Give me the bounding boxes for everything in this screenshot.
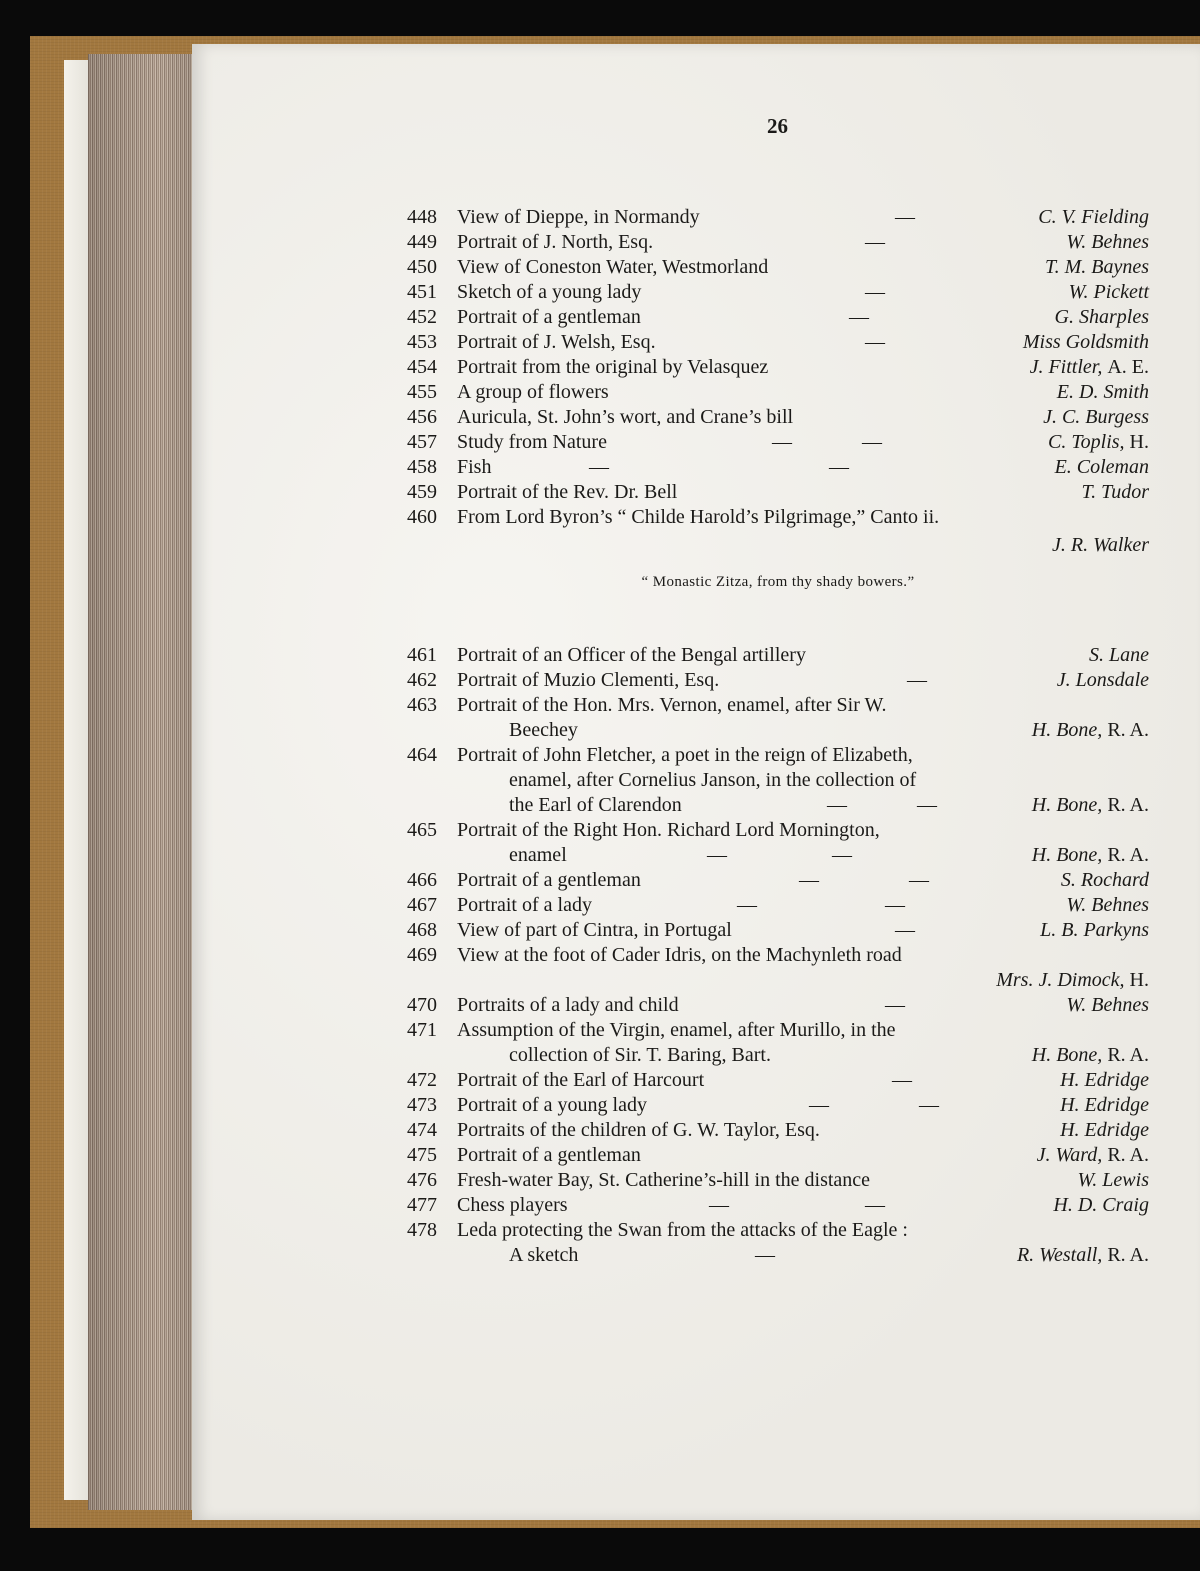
entry-title: View of Dieppe, in Normandy [457, 206, 700, 228]
catalogue-entry-continuation [407, 793, 1149, 818]
dash-separator: — [709, 1194, 729, 1216]
entry-artist [1032, 843, 1149, 868]
entry-artist [1048, 430, 1149, 455]
catalogue-entry [407, 280, 1149, 305]
catalogue-entry [407, 405, 1149, 430]
dash-separator: — [895, 919, 915, 941]
entry-number: 458 [407, 456, 437, 478]
catalogue-entry [407, 743, 1149, 768]
dash-separator: — [829, 456, 849, 478]
entry-artist: T. Tudor [1081, 481, 1149, 503]
entry-title-continued: enamel, after Cornelius Janson, in the collection of [509, 769, 917, 791]
catalogue-entry [407, 1118, 1149, 1143]
catalogue-entry-continuation [407, 1243, 1149, 1268]
catalogue-entry [407, 255, 1149, 280]
entry-number: 476 [407, 1169, 437, 1191]
entry-title: Chess players [457, 1194, 568, 1216]
entry-title: Portrait of a gentleman [457, 306, 641, 328]
entry-artist: S. Lane [1089, 644, 1149, 666]
dash-separator: — [895, 206, 915, 228]
entry-title-continued: A sketch [509, 1244, 579, 1266]
dash-separator: — [909, 869, 929, 891]
dash-separator: — [827, 794, 847, 816]
page-edges [88, 54, 204, 1510]
artist-suffix: H. [1129, 969, 1149, 991]
entry-title: Portrait of a gentleman [457, 1144, 641, 1166]
artist-name: C. Toplis, [1048, 431, 1125, 453]
epigraph-quote: “ Monastic Zitza, from thy shady bowers.” [641, 574, 915, 590]
entry-artist: Miss Goldsmith [1022, 331, 1149, 353]
entry-title: Portrait of a young lady [457, 1094, 647, 1116]
entry-number: 474 [407, 1119, 437, 1141]
entry-title-continued: enamel [509, 844, 567, 866]
catalogue-entry [407, 305, 1149, 330]
artist-name: R. Westall, [1016, 1244, 1103, 1266]
dash-separator: — [862, 431, 882, 453]
entry-number: 469 [407, 944, 437, 966]
book-page [192, 44, 1200, 1520]
catalogue-entry [407, 1193, 1149, 1218]
entry-number: 462 [407, 669, 437, 691]
entry-title: A group of flowers [457, 381, 609, 403]
dash-separator: — [799, 869, 819, 891]
dash-separator: — [755, 1244, 775, 1266]
catalogue-entry [407, 230, 1149, 255]
artist-suffix: A. E. [1107, 356, 1149, 378]
entry-title: Fresh-water Bay, St. Catherine’s-hill in the distance [457, 1169, 871, 1191]
catalogue-entry [407, 893, 1149, 918]
entry-title: Portraits of the children of G. W. Taylor, Esq. [457, 1119, 820, 1141]
catalogue-entry [407, 205, 1149, 230]
catalogue-entry [407, 480, 1149, 505]
entry-artist: E. Coleman [1054, 456, 1149, 478]
entry-artist: L. B. Parkyns [1040, 919, 1149, 941]
entry-number: 464 [407, 744, 437, 766]
entry-number: 466 [407, 869, 437, 891]
artist-name: H. Bone, [1031, 794, 1103, 816]
entry-artist [1017, 1243, 1149, 1268]
entry-number: 478 [407, 1219, 437, 1241]
entry-title: Assumption of the Virgin, enamel, after Murillo, in the [457, 1019, 896, 1041]
entry-artist: W. Pickett [1068, 281, 1149, 303]
catalogue-entry [407, 918, 1149, 943]
entry-title: Fish [457, 456, 492, 478]
entry-artist: H. D. Craig [1053, 1194, 1149, 1216]
entry-title: Auricula, St. John’s wort, and Crane’s bill [457, 406, 794, 428]
catalogue-entry [407, 1093, 1149, 1118]
entry-number: 456 [407, 406, 437, 428]
artist-suffix: R. A. [1107, 844, 1149, 866]
entry-title: Portrait of J. Welsh, Esq. [457, 331, 656, 353]
catalogue-entry [407, 455, 1149, 480]
entry-title: Portrait of the Rev. Dr. Bell [457, 481, 678, 503]
catalogue-entry [407, 355, 1149, 380]
entry-title: Portrait of an Officer of the Bengal artillery [457, 644, 806, 666]
entry-title: View of Coneston Water, Westmorland [457, 256, 769, 278]
catalogue-entry [407, 380, 1149, 405]
dash-separator: — [772, 431, 792, 453]
entry-number: 465 [407, 819, 437, 841]
artist-suffix: R. A. [1107, 1244, 1149, 1266]
dash-separator: — [849, 306, 869, 328]
dash-separator: — [865, 231, 885, 253]
entry-artist [1032, 1043, 1149, 1068]
dash-separator: — [865, 331, 885, 353]
dash-separator: — [907, 669, 927, 691]
entry-number: 477 [407, 1194, 437, 1216]
entry-artist: H. Edridge [1060, 1069, 1149, 1091]
entry-number: 473 [407, 1094, 437, 1116]
entry-artist: H. Edridge [1060, 1119, 1149, 1141]
entry-title: Portrait of John Fletcher, a poet in the reign of Elizabeth, [457, 744, 913, 766]
entry-number: 449 [407, 231, 437, 253]
entry-title: From Lord Byron’s “ Childe Harold’s Pilgrimage,” Canto ii. [457, 506, 940, 528]
artist-name: Mrs. J. Dimock, [996, 969, 1125, 991]
dash-separator: — [917, 794, 937, 816]
entry-title: Leda protecting the Swan from the attacks of the Eagle : [457, 1219, 908, 1241]
entry-number: 459 [407, 481, 437, 503]
dash-separator: — [885, 894, 905, 916]
entry-number: 451 [407, 281, 437, 303]
entry-title: Sketch of a young lady [457, 281, 642, 303]
entry-title: Portrait from the original by Velasquez [457, 356, 769, 378]
entry-title: Portrait of the Hon. Mrs. Vernon, enamel, after Sir W. [457, 694, 887, 716]
entry-title: Portrait of J. North, Esq. [457, 231, 654, 253]
catalogue-entry [407, 818, 1149, 843]
entry-title: Portrait of a gentleman [457, 869, 641, 891]
catalogue-entry [407, 693, 1149, 718]
entry-number: 467 [407, 894, 437, 916]
entry-title: Portrait of the Right Hon. Richard Lord Mornington, [457, 819, 880, 841]
catalogue-entry-continuation [407, 843, 1149, 868]
catalogue-entry [407, 643, 1149, 668]
entry-artist: G. Sharples [1054, 306, 1149, 328]
artist-suffix: R. A. [1107, 1144, 1149, 1166]
entry-number: 471 [407, 1019, 437, 1041]
catalogue-entry [407, 1018, 1149, 1043]
entry-number: 448 [407, 206, 437, 228]
dash-separator: — [892, 1069, 912, 1091]
catalogue-entry [407, 505, 1149, 530]
catalogue-entry [407, 1168, 1149, 1193]
entry-number: 468 [407, 919, 437, 941]
catalogue-entry-continuation [407, 768, 1149, 793]
dash-separator: — [832, 844, 852, 866]
dash-separator: — [707, 844, 727, 866]
catalogue-entry-continuation [407, 533, 1149, 558]
artist-name: H. Bone, [1031, 719, 1103, 741]
entry-artist: H. Edridge [1060, 1094, 1149, 1116]
entry-number: 472 [407, 1069, 437, 1091]
page-number: 26 [767, 114, 788, 138]
dash-separator: — [865, 281, 885, 303]
entry-number: 454 [407, 356, 437, 378]
entry-artist: W. Lewis [1077, 1169, 1149, 1191]
entry-artist: J. R. Walker [1051, 534, 1149, 556]
entry-title: Study from Nature [457, 431, 607, 453]
entry-artist: W. Behnes [1066, 994, 1149, 1016]
entry-title: Portrait of Muzio Clementi, Esq. [457, 669, 720, 691]
entry-title: Portrait of the Earl of Harcourt [457, 1069, 705, 1091]
entry-artist: C. V. Fielding [1038, 206, 1149, 228]
entry-title-continued: the Earl of Clarendon [509, 794, 682, 816]
entry-number: 452 [407, 306, 437, 328]
dash-separator: — [865, 1194, 885, 1216]
artist-name: J. Ward, [1036, 1144, 1103, 1166]
dash-separator: — [737, 894, 757, 916]
catalogue-entry [407, 943, 1149, 968]
catalogue-entry [407, 1218, 1149, 1243]
entry-artist [1032, 793, 1149, 818]
entry-title: View at the foot of Cader Idris, on the Machynleth road [457, 944, 902, 966]
dash-separator: — [589, 456, 609, 478]
entry-artist: W. Behnes [1066, 894, 1149, 916]
entry-artist: T. M. Baynes [1044, 256, 1149, 278]
artist-name: H. Bone, [1031, 1044, 1103, 1066]
entry-artist [1037, 1143, 1149, 1168]
entry-number: 463 [407, 694, 437, 716]
catalogue-entry [407, 868, 1149, 893]
entry-number: 450 [407, 256, 437, 278]
catalogue-entry [407, 1068, 1149, 1093]
catalogue-entry [407, 1143, 1149, 1168]
dash-separator: — [919, 1094, 939, 1116]
entry-number: 460 [407, 506, 437, 528]
dash-separator: — [809, 1094, 829, 1116]
entry-number: 461 [407, 644, 437, 666]
entry-artist [1030, 355, 1149, 380]
entry-number: 453 [407, 331, 437, 353]
entry-artist [996, 968, 1149, 993]
entry-artist [1032, 718, 1149, 743]
entry-title: View of part of Cintra, in Portugal [457, 919, 732, 941]
entry-title-continued: collection of Sir. T. Baring, Bart. [509, 1044, 771, 1066]
artist-name: H. Bone, [1031, 844, 1103, 866]
catalogue-entry-continuation [407, 968, 1149, 993]
entry-artist: S. Rochard [1060, 869, 1149, 891]
artist-suffix: R. A. [1107, 1044, 1149, 1066]
catalogue-entry [407, 993, 1149, 1018]
artist-name: J. Fittler, [1029, 356, 1103, 378]
entry-title-continued: Beechey [509, 719, 578, 741]
artist-suffix: H. [1129, 431, 1149, 453]
entry-artist: J. C. Burgess [1043, 406, 1149, 428]
catalogue-entry [407, 430, 1149, 455]
catalogue-entry-continuation [407, 718, 1149, 743]
entry-artist: W. Behnes [1066, 231, 1149, 253]
catalogue-entry [407, 330, 1149, 355]
artist-suffix: R. A. [1107, 794, 1149, 816]
artist-suffix: R. A. [1107, 719, 1149, 741]
catalogue-entry [407, 668, 1149, 693]
dash-separator: — [885, 994, 905, 1016]
entry-artist: J. Lonsdale [1056, 669, 1149, 691]
entry-number: 475 [407, 1144, 437, 1166]
entry-number: 470 [407, 994, 437, 1016]
catalogue-entry-continuation [407, 1043, 1149, 1068]
entry-artist: E. D. Smith [1056, 381, 1149, 403]
entry-title: Portraits of a lady and child [457, 994, 679, 1016]
entry-number: 457 [407, 431, 437, 453]
entry-title: Portrait of a lady [457, 894, 592, 916]
entry-number: 455 [407, 381, 437, 403]
